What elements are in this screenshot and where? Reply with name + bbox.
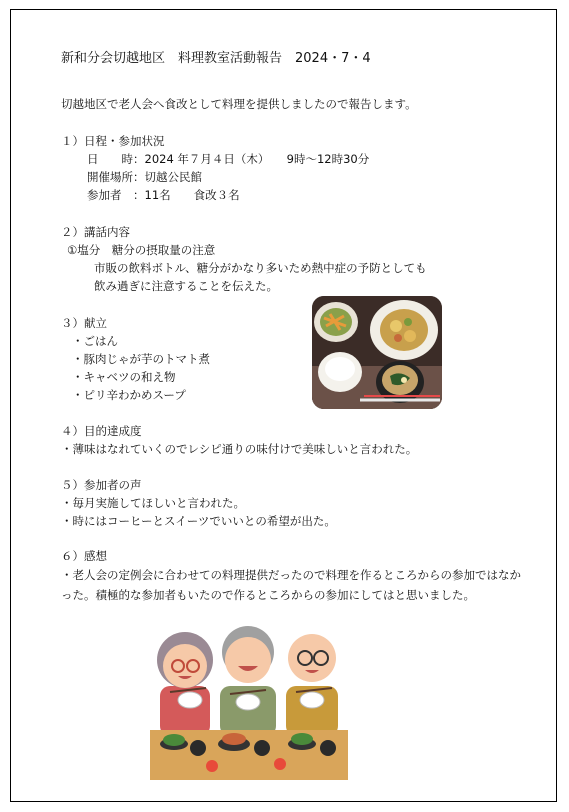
lecture-line-2: 飲み過ぎに注意することを伝えた。 (94, 279, 278, 293)
impressions-text: ・老人会の定例会に合わせての料理提供だったので料理を作るところからの参加ではなかった。積極的な参加者もいたので作るところからの参加にしてはと思いました。 (61, 568, 521, 602)
elderly-people-eating-illustration (150, 618, 348, 780)
voice-item: ・時にはコーヒーとスイーツでいいとの希望が出た。 (61, 514, 336, 528)
menu-item: ・ピリ辛わかめスープ (72, 388, 186, 402)
lecture-line-1: 市販の飲料ボトル、糖分がかなり多いため熱中症の予防としても (94, 261, 427, 275)
intro-text: 切越地区で老人会へ食改として料理を提供しましたので報告します。 (61, 97, 417, 111)
lecture-topic: ①塩分 糖分の摂取量の注意 (67, 243, 216, 257)
lecture-heading: ２）講話内容 (61, 225, 130, 239)
goal-text: ・薄味はなれていくのでレシピ通りの味付けで美味しいと言われた。 (61, 442, 418, 456)
meal-photo (312, 296, 442, 409)
menu-heading: ３）献立 (61, 316, 107, 330)
schedule-datetime: 日 時：2024 年７月４日（木） 9時～12時30分 (87, 152, 370, 166)
impressions-heading: ６）感想 (61, 549, 107, 563)
schedule-venue: 開催場所：切越公民館 (87, 170, 202, 184)
voices-heading: ５）参加者の声 (61, 478, 142, 492)
schedule-heading: １）日程・参加状況 (61, 134, 165, 148)
report-title: 新和分会切越地区 料理教室活動報告 2024・7・4 (61, 51, 371, 66)
voice-item: ・毎月実施してほしいと言われた。 (61, 496, 245, 510)
menu-item: ・豚肉じゃが芋のトマト煮 (72, 352, 210, 366)
menu-item: ・キャベツの和え物 (72, 370, 176, 384)
schedule-participants: 参加者 ：11名 食改３名 (87, 188, 240, 202)
menu-item: ・ごはん (72, 334, 118, 348)
goal-heading: ４）目的達成度 (61, 424, 142, 438)
